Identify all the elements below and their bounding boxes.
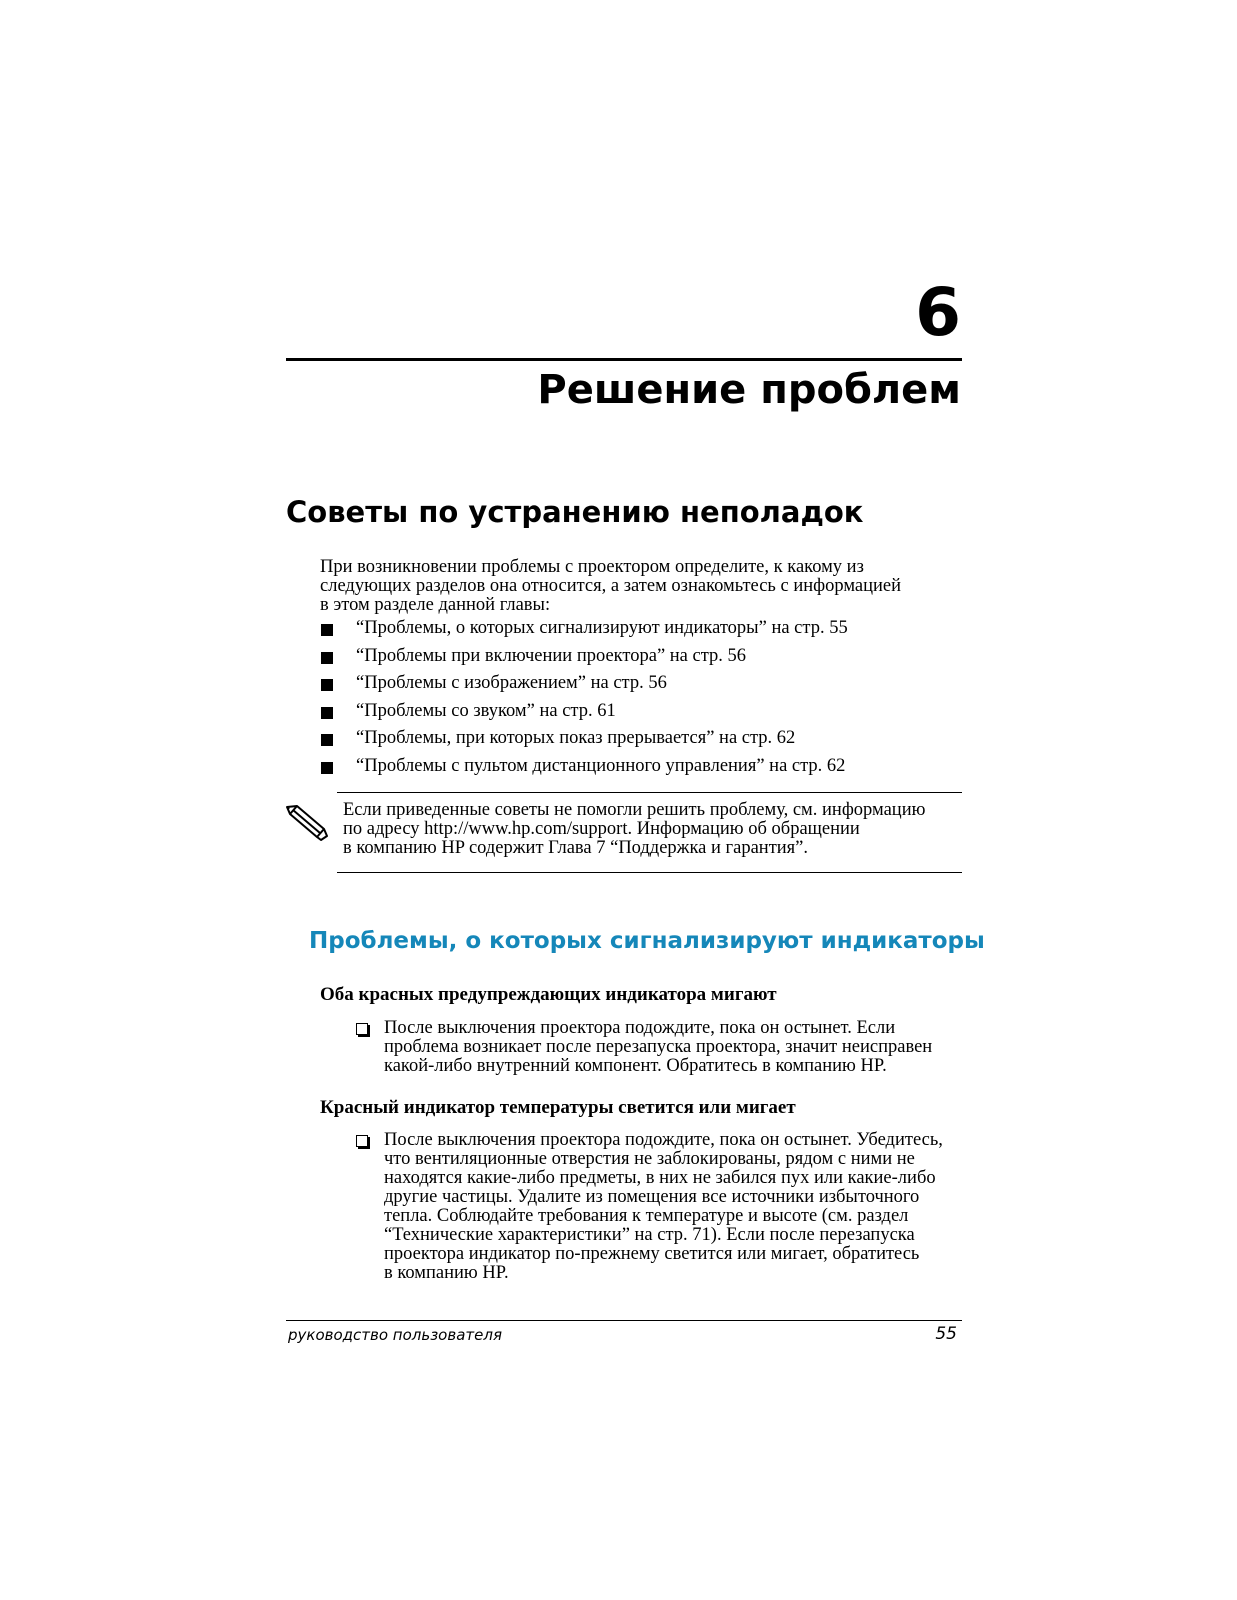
issue-title: Красный индикатор температуры светится или мигает [320,1097,796,1118]
note-text [343,801,958,858]
chapter-divider [286,358,962,361]
topic-label: “Проблемы с изображением” на стр. 56 [356,673,667,694]
issue-solution [354,1019,964,1076]
topic-label: “Проблемы со звуком” на стр. 61 [356,700,616,721]
square-bullet-icon [321,679,333,691]
chapter-number: 6 [915,274,961,351]
square-bullet-icon [321,762,333,774]
topic-link-sound[interactable] [320,702,962,730]
solution-line: что вентиляционные отверстия не заблокированы, рядом с ними не [384,1149,915,1169]
note-line: по адресу http://www.hp.com/support. Информацию об обращении [343,819,860,839]
footer-doc-title: руководство пользователя [288,1326,502,1344]
intro-line: При возникновении проблемы с проектором определите, к какому из [320,557,864,577]
note-line: в компанию HP содержит Глава 7 “Поддержка и гарантия”. [343,838,809,858]
intro-paragraph [320,558,962,615]
note-line: Если приведенные советы не помогли решить проблему, см. информацию [343,800,926,820]
solution-line: тепла. Соблюдайте требования к температуре и высоте (см. раздел [384,1206,909,1226]
solution-line: в компанию HP. [384,1263,509,1283]
topic-list [320,619,962,785]
issue-title: Оба красных предупреждающих индикатора мигают [320,984,777,1005]
topic-label: “Проблемы при включении проектора” на стр. 56 [356,645,747,666]
checkbox-bullet-icon [356,1135,368,1147]
section-title: Советы по устранению неполадок [286,495,864,529]
solution-line: какой-либо внутренний компонент. Обратитесь в компанию HP. [384,1056,887,1076]
pencil-note-icon [283,803,329,843]
topic-label: “Проблемы, о которых сигнализируют индикаторы” на стр. 55 [356,618,848,638]
footer-divider [286,1320,962,1321]
page-number: 55 [935,1324,957,1344]
solution-line: “Технические характеристики” на стр. 71). Если после перезапуска [384,1225,915,1245]
topic-label: “Проблемы с пультом дистанционного управления” на стр. 62 [356,755,846,776]
topic-link-remote[interactable] [320,757,962,785]
intro-line: следующих разделов она относится, а затем ознакомьтесь с информацией [320,576,902,596]
solution-line: проблема возникает после перезапуска проектора, значит неисправен [384,1037,933,1057]
solution-line: После выключения проектора подождите, пока он остынет. Если [384,1018,896,1038]
subsection-title: Проблемы, о которых сигнализируют индикаторы [309,928,985,954]
square-bullet-icon [321,707,333,719]
solution-line: После выключения проектора подождите, пока он остынет. Убедитесь, [384,1130,943,1150]
square-bullet-icon [321,624,333,636]
topic-link-indicators[interactable] [320,619,962,647]
topic-label: “Проблемы, при которых показ прерывается” на стр. 62 [356,728,796,749]
intro-line: в этом разделе данной главы: [320,595,551,615]
solution-line: другие частицы. Удалите из помещения все источники избыточного [384,1187,920,1207]
square-bullet-icon [321,734,333,746]
solution-line: находятся какие-либо предметы, в них не забился пух или какие-либо [384,1168,936,1188]
topic-link-image[interactable] [320,674,962,702]
square-bullet-icon [321,652,333,664]
solution-line: проектора индикатор по-прежнему светится или мигает, обратитесь [384,1244,920,1264]
topic-link-interrupted[interactable] [320,729,962,757]
issue-solution [354,1131,964,1283]
checkbox-bullet-icon [356,1023,368,1035]
chapter-title: Решение проблем [537,367,961,413]
topic-link-power-on[interactable] [320,647,962,675]
